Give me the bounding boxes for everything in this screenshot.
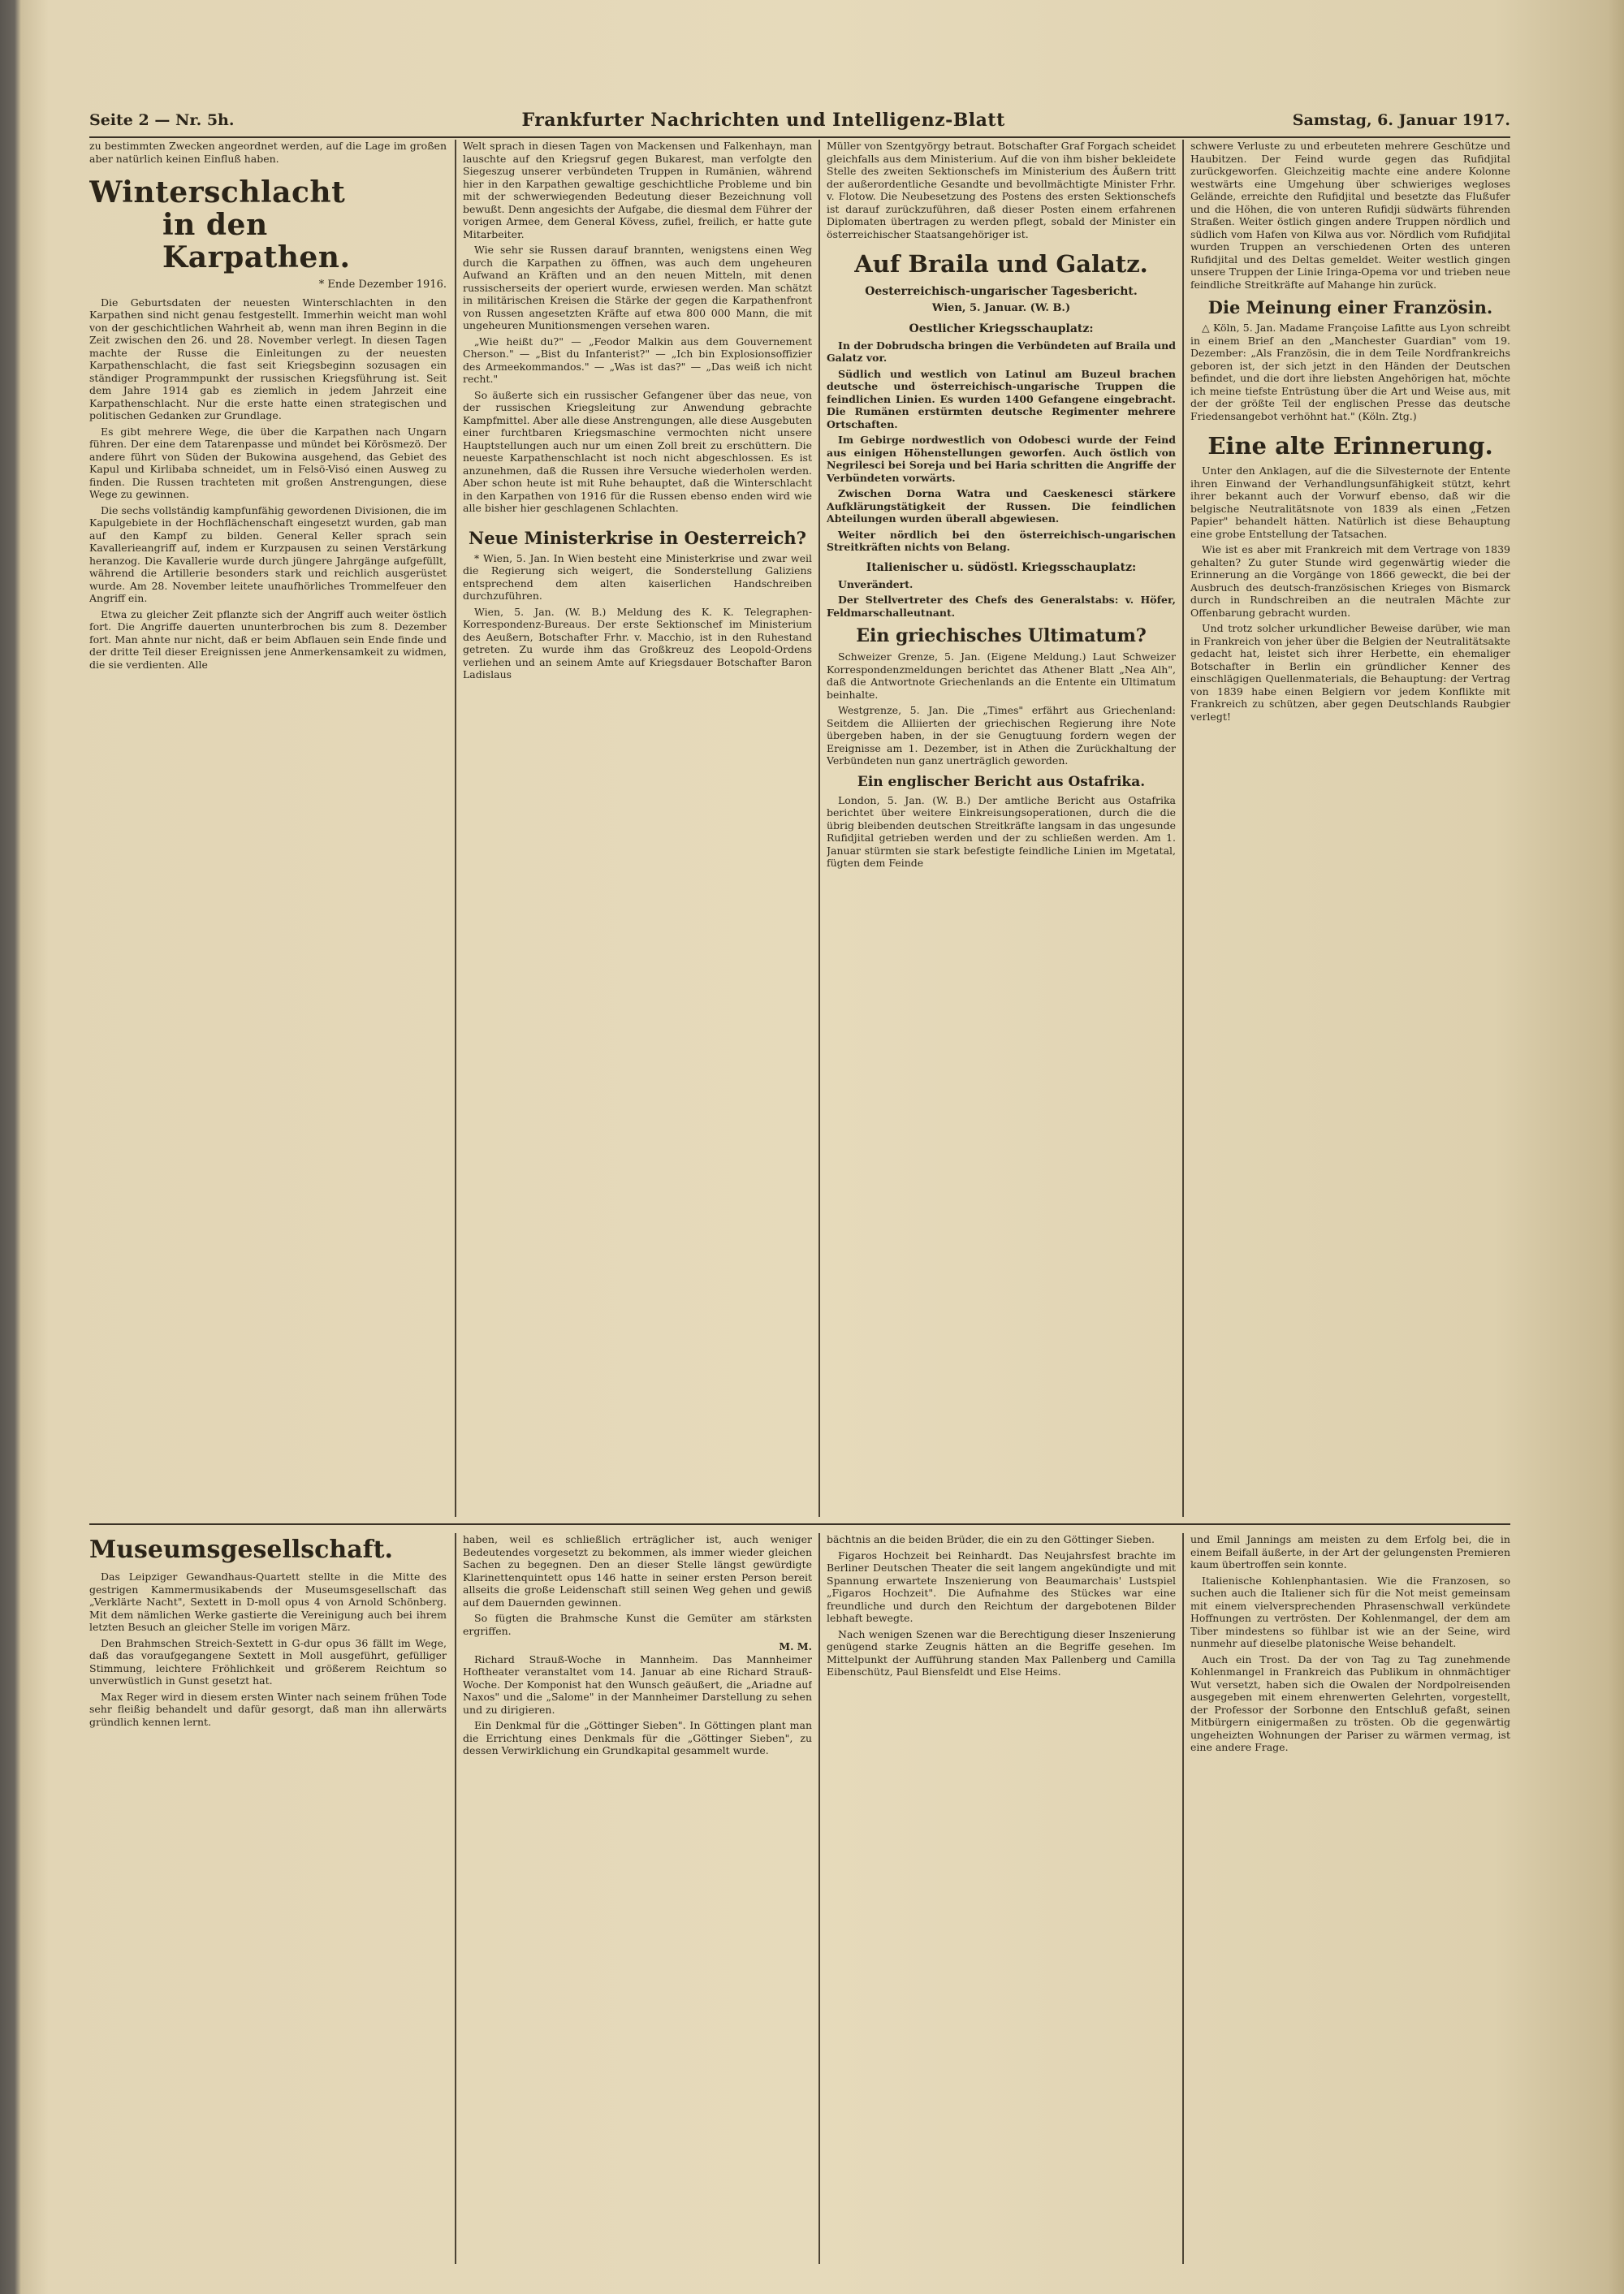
paragraph: Wie ist es aber mit Frankreich mit dem Vertrage von 1839 gehalten? Zu guter Stunde wird gegenwärtig wieder die Erinnerung an die Vorgänge von 1866 geweckt, die bei der Ausbruch des deutsch-französischen Krieges von Bismarck durch in Rundschreiben an die neutralen Mächte zur Offenbarung gebracht wurden. [1190, 543, 1510, 619]
column-rule [1182, 140, 1184, 1517]
dateline: Wien, 5. Januar. (W. B.) [931, 302, 1071, 314]
column-rule [818, 140, 820, 1517]
column-4 [1190, 140, 1510, 1517]
column-rule [455, 140, 456, 1517]
author-signature: M. M. [779, 1640, 812, 1652]
subheadline-tagesbericht: Oesterreichisch-ungarischer Tagesbericht. [865, 285, 1138, 298]
issue-date: Samstag, 6. Januar 1917. [1292, 111, 1510, 129]
headline-braila: Auf Braila und Galatz. [854, 250, 1148, 278]
paragraph: Wie sehr sie Russen darauf brannten, wenigstens einen Weg durch die Karpathen zu öffnen, was auch dem ungeheuren Aufwand an Kräften und an den neuen Mitteln, mit denen russischerseits der operiert wurde, erwiesen werden. Man schätzt in militärischen Kreisen die Stärke der gegen die Karpathenfront von Russen angesetzten Kräfte auf etwa 800 000 Mann, die mit ungeheuren Munitionsmengen versehen waren. [463, 244, 812, 331]
paragraph: Es gibt mehrere Wege, die über die Karpathen nach Ungarn führen. Der eine dem Tatarenpasse und mündet bei Körösmezö. Der andere führt von Süden der Bukowina ausgehend, das Gebiet des Kapul und Kirlibaba schneidet, um in Felsö-Visó einen Ausweg zu finden. Die Russen trachteten mit großen Anstrengungen, diese Wege zu gewinnen. [89, 425, 447, 500]
page-number: Seite 2 — Nr. 5h. [89, 111, 235, 129]
paragraph: In der Dobrudscha bringen die Verbündeten auf Braila und Galatz vor. [827, 339, 1176, 364]
lower-column-1 [89, 1533, 447, 2264]
column-3 [827, 140, 1176, 1517]
paragraph: Der Stellvertreter des Chefs des Generalstabs: v. Höfer, Feldmarschalleutnant. [827, 594, 1176, 619]
paragraph: schwere Verluste zu und erbeuteten mehrere Geschütze und Haubitzen. Der Feind wurde gegen das Rufidjital zurückgeworfen. Gleichzeitig machte eine andere Kolonne westwärts eine Umgehung über schwieriges wegloses Gelände, erreichte den Rufidjital und besetzte das Flußufer und die Höhen, die von unteren Rufidji südwärts führenden Straßen. Weiter östlich gingen andere Truppen nördlich und südlich vom Hafen von Kilwa aus vor. Nördlich vom Rufidjital wurden Truppen an verschiedenen Orten des unteren Rufidjital und des Deltas gemeldet. Weiter westlich gingen unsere Truppen der Linie Iringa-Opema vor und trieben neue feindliche Streitkräfte auf Mahange hin zurück. [1190, 140, 1510, 291]
paragraph: Auch ein Trost. Da der von Tag zu Tag zunehmende Kohlenmangel in Frankreich das Publikum in ohnmächtiger Wut versetzt, haben sich die Owalen der Nordpolreisenden ausgegeben mit einem ehrenwerten Gelehrten, vorgestellt, der Professor der Sorbonne den Entschluß gefaßt, seinen Mitbürgern einigermaßen zu trösten. Ob die gegenwärtig ungeheizten Wohnungen der Pariser zu wärmen vermag, ist eine andere Frage. [1190, 1652, 1510, 1753]
article-date: * Ende Dezember 1916. [318, 279, 447, 291]
column-rule [1182, 1533, 1184, 2264]
paragraph: Die Geburtsdaten der neuesten Winterschlachten in den Karpathen sind nicht genau festgestellt. Immerhin weicht man wohl von der geschichtlichen Wahrheit ab, wenn man ihren Beginn in die Zeit zwischen den 26. und 28. November verlegt. In diesen Tagen machte der Russe die Einleitungen zu der neuesten Karpathenschlacht, die fast seit Kriegsbeginn sozusagen ein ständiger Programmpunkt der russischen Kriegsführung ist. Seit dem Jahre 1914 gab es ziemlich in jedem Jahrzeit eine Karpathenschlacht. Nur die erste hatte einen strategischen und politischen Gedanken zur Grundlage. [89, 296, 447, 421]
headline-ultimatum: Ein griechisches Ultimatum? [856, 625, 1147, 646]
paragraph: Zwischen Dorna Watra und Caeskenesci stärkere Aufklärungstätigkeit der Russen. Die feindlichen Abteilungen wurden überall abgewiesen. [827, 487, 1176, 525]
column-1 [89, 140, 447, 1517]
paragraph: Nach wenigen Szenen war die Berechtigung dieser Inszenierung genügend starke Zeugnis hätten an die Begriffe gesehen. Im Mittelpunkt der Aufführung standen Max Pallenberg und Camilla Eibenschütz, Paul Biensfeldt und Else Heims. [827, 1627, 1176, 1678]
headline-ostafrika: Ein englischer Bericht aus Ostafrika. [857, 773, 1146, 790]
section-italy: Italienischer u. südöstl. Kriegsschauplatz: [866, 560, 1137, 574]
headline-erinnerung: Eine alte Erinnerung. [1207, 432, 1493, 460]
lower-column-2 [463, 1533, 812, 2264]
headline-winterschlacht: Winterschlacht in den Karpathen. [89, 175, 351, 274]
masthead [89, 104, 1510, 138]
paragraph: Südlich und westlich von Latinul am Buzeul brachen deutsche und österreichisch-ungarische Truppen die feindlichen Linien. Es wurden 1400 Gefangene eingebracht. Die Rumänen erstürmten deutsche Regimenter mehrere Ortschaften. [827, 367, 1176, 430]
paragraph: Unverändert. [838, 577, 914, 590]
paragraph: Das Leipziger Gewandhaus-Quartett stellte in die Mitte des gestrigen Kammermusikabends der Museumsgesellschaft das „Verklärte Nacht", Sextett in D-moll opus 4 von Arnold Schönberg. Mit dem nämlichen Werke gastierte die Vereinigung auch bei ihrem letzten Besuch an gleicher Stelle im vorigen März. [89, 1570, 447, 1633]
paragraph: △ Köln, 5. Jan. Madame Françoise Lafitte aus Lyon schreibt in einem Brief an den „Manchester Guardian" vom 19. Dezember: „Als Französin, die in dem Teile Nordfrankreichs geboren ist, der sich jetzt in den Händen der Deutschen befindet, und die dort ihre liebsten Angehörigen hat, möchte ich meine tiefste Entrüstung über die Art und Weise aus, mit der der größte Teil der englischen Presse das deutsche Friedensangebot verhöhnt hat." (Köln. Ztg.) [1190, 322, 1510, 422]
headline-franzoesin: Die Meinung einer Französin. [1207, 297, 1493, 318]
paragraph: * Wien, 5. Jan. In Wien besteht eine Ministerkrise und zwar weil die Regierung sich weigert, die Sonderstellung Galiziens entsprechend dem alten kaiserlichen Handschreiben durchzuführen. [463, 551, 812, 602]
newspaper-title: Frankfurter Nachrichten und Intelligenz-Blatt [521, 110, 1005, 131]
column-rule [455, 1533, 456, 2264]
paragraph: Etwa zu gleicher Zeit pflanzte sich der Angriff auch weiter östlich fort. Die Angriffe dauerten ununterbrochen bis zum 8. Dezember fort. Man ahnte nur nicht, daß er beim Abflauen sein Ende finde und der dritte Teil dieser Ereignissen jene Anmerkensamkeit zu widmen, die sie verdienten. Alle [89, 607, 447, 671]
paragraph: Ein Denkmal für die „Göttinger Sieben". In Göttingen plant man die Errichtung eines Denkmals für die „Göttinger Sieben", zu dessen Verwirklichung ein Grundkapital gesammelt wurde. [463, 1719, 812, 1756]
column-2 [463, 140, 812, 1517]
paragraph: Müller von Szentgyörgy betraut. Botschafter Graf Forgach scheidet gleichfalls aus dem Ministerium. Auf die von ihm bisher bekleidete Stelle des zweiten Sektionschefs im Ministerium des Äußern tritt der außerordentliche Gesandte und bevollmächtigte Minister Frhr. v. Flotow. Die Neubesetzung des Postens des ersten Sektionschefs ist darauf zurückzuführen, daß dieser Posten einem erfahrenen Diplomaten übertragen zu werden pflegt, sobald der Minister ein österreichischer Staatsangehöriger ist. [827, 140, 1176, 240]
paragraph: Italienische Kohlenphantasien. Wie die Franzosen, so suchen auch die Italiener sich für die Not meist gemeinsam mit einem vielversprechenden Phrasenschwall verkündete Hoffnungen zu vertrösten. Der Kohlenmangel, der dem am Tiber mindestens so fühlbar ist wie an der Seine, wird nunmehr auf dieselbe platonische Weise behandelt. [1190, 1574, 1510, 1649]
paragraph: Die sechs vollständig kampfunfähig gewordenen Divisionen, die im Kapulgebiete in der Hochflächenschaft eingesetzt wurden, gab man auf den Kampf zu bilden. General Keller sprach sein Kavallerieangriff auf, indem er Kurzpausen zu seinen Verstärkung heranzog. Die Kavallerie wurde durch jüngere Jahrgänge aufgefüllt, während die Artillerie besonders stark und reichlich ausgerüstet wurde. Am 28. November leitete unaufhörliches Trommelfeuer den Angriff ein. [89, 503, 447, 604]
paragraph: London, 5. Jan. (W. B.) Der amtliche Bericht aus Ostafrika berichtet über weitere Einkreisungsoperationen, durch die die übrig bleibenden deutschen Streitkräfte langsam in das ungesunde Rufidjital getrieben werden und der zu schließen werden. Am 1. Januar stürmten sie stark befestigte feindliche Linien im Mgetatal, fügten dem Feinde [827, 793, 1176, 869]
article-continuation: zu bestimmten Zwecken angeordnet werden, auf die Lage im großen aber natürlich keinen Einfluß haben. [89, 140, 447, 165]
headline-ministerkrise: Neue Ministerkrise in Oesterreich? [469, 527, 806, 548]
paragraph: Und trotz solcher urkundlicher Beweise darüber, wie man in Frankreich von jeher über die Belgien der Neutralitätsakte gedacht hat, leistet sich ihrer Herbette, ein ehemaliger Botschafter in Berlin ein gründlicher Kenner des einschlägigen Quellenmaterials, die Behauptung: der Vertrag von 1839 habe einen Belgiern vor jedem Konflikte mit Frankreich zu schützen, aber gegen Deutschlands Raubgier verlegt! [1190, 622, 1510, 723]
paragraph: Welt sprach in diesen Tagen von Mackensen und Falkenhayn, man lauschte auf den Kriegsruf gegen Bukarest, man verfolgte den Siegeszug unserer verbündeten Truppen in Rumänien, während hier in den Karpathen gewaltige geschichtliche Probleme und bin mit der schwerwiegenden Bedeutung dieser Bezeichnung voll bewußt. Denn angesichts der Aufgabe, die diesmal dem Führer der vorigen Armee, dem General Kövess, zufiel, freilich, er hatte gute Mitarbeiter. [463, 140, 812, 240]
paragraph: So äußerte sich ein russischer Gefangener über das neue, von der russischen Kriegsleitung zur Anwendung gebrachte Kampfmittel. Aber alle diese Anstrengungen, alle diese Ausgebuten einer furchtbaren Kriegsmaschine vermochten nicht unsere Hauptstellungen auch nur um einen Zoll breit zu erschüttern. Die neueste Karpathenschlacht ist noch nicht abgeschlossen. Es ist anzunehmen, daß die Russen ihre Versuche wiederholen werden. Aber schon heute ist mit Ruhe behauptet, daß die Winterschlacht in den Karpathen von 1916 für die Russen ebenso enden wird wie alle bisher hier geschlagenen Schlachten. [463, 388, 812, 514]
paragraph: „Wie heißt du?" — „Feodor Malkin aus dem Gouvernement Cherson." — „Bist du Infanterist?" — „Ich bin Explosionsoffizier des Armeekommandos." — „Was ist das?" — „Das weiß ich nicht recht." [463, 335, 812, 385]
paragraph: Wien, 5. Jan. (W. B.) Meldung des K. K. Telegraphen-Korrespondenz-Bureaus. Der erste Sektionschef im Ministerium des Aeußern, Botschafter Frhr. v. Macchio, ist in den Ruhestand getreten. Zu wurde ihm das Großkreuz des Leopold-Ordens verliehen und an seinem Amte auf Kriegsdauer Botschafter Baron Ladislaus [463, 605, 812, 680]
section-divider [89, 1523, 1510, 1525]
paragraph: Westgrenze, 5. Jan. Die „Times" erfährt aus Griechenland: Seitdem die Alliierten der griechischen Regierung ihre Note übergeben haben, in der sie Genugtuung fordern wegen der Ereignisse am 1. Dezember, ist in Athen die Zurückhaltung der Verbündeten nun ganz unerträglich geworden. [827, 704, 1176, 767]
paragraph: Max Reger wird in diesem ersten Winter nach seinem frühen Tode sehr fleißig behandelt und dafür gesorgt, daß man ihn allerwärts gründlich kennen lernt. [89, 1690, 447, 1728]
paragraph: bächtnis an die beiden Brüder, die ein zu den Göttinger Sieben. [827, 1533, 1155, 1545]
paragraph: Unter den Anklagen, auf die die Silvesternote der Entente ihren Einwand der Verhandlungsunfähigkeit stützt, kehrt ihrer bekannt auch der Vorwurf ebenso, daß wir die belgische Neutralitätsnote von 1839 als einen „Fetzen Papier" behandelt hätten. Natürlich ist diese Behauptung eine grobe Entstellung der Tatsachen. [1190, 464, 1510, 540]
headline-museumsgesellschaft: Museumsgesellschaft. [89, 1536, 393, 1564]
paragraph: So fügten die Brahmsche Kunst die Gemüter am stärksten ergriffen. [463, 1612, 812, 1637]
column-rule [818, 1533, 820, 2264]
lower-column-4 [1190, 1533, 1510, 2264]
paragraph: und Emil Jannings am meisten zu dem Erfolg bei, die in einem Beifall äußerte, in der Art der gelungensten Premieren kaum übertroffen sein konnte. [1190, 1533, 1510, 1570]
paragraph: Den Brahmschen Streich-Sextett in G-dur opus 36 fällt im Wege, daß das voraufgegangene Sextett in Moll ausgeführt, gefülliger Stimmung, leichtere Fröhlichkeit und größerem Reichtum so unverwüstlich in Gunst gesetzt hat. [89, 1636, 447, 1687]
paragraph: Weiter nördlich bei den österreichisch-ungarischen Streitkräften nichts von Belang. [827, 528, 1176, 553]
paragraph: Im Gebirge nordwestlich von Odobesci wurde der Feind aus einigen Höhenstellungen geworfen. Auch östlich von Negrilesci bei Soreja und bei Haria schritten die Angriffe der Verbündeten vorwärts. [827, 434, 1176, 484]
paragraph: Figaros Hochzeit bei Reinhardt. Das Neujahrsfest brachte im Berliner Deutschen Theater die seit langem angekündigte und mit Spannung erwartete Inszenierung von Beaumarchais' Lustspiel „Figaros Hochzeit". Die Aufnahme des Stückes war eine freundliche und durch den Reichtum der dargebotenen Bilder lebhaft bewegte. [827, 1549, 1176, 1624]
lower-column-3 [827, 1533, 1176, 2264]
paragraph: haben, weil es schließlich erträglicher ist, auch weniger Bedeutendes vorgesetzt zu bekommen, als immer wieder gleichen Sachen zu begegnen. Den an dieser Stelle längst gewürdigte Klarinettenquintett opus 146 hatte in seiner ersten Person bereit allseits die große Leidenschaft still seinen Weg gehen und gewiß auf dem Dauernden gewinnen. [463, 1533, 812, 1609]
section-east: Oestlicher Kriegsschauplatz: [909, 322, 1094, 335]
paragraph: Schweizer Grenze, 5. Jan. (Eigene Meldung.) Laut Schweizer Korrespondenzmeldungen berichtet das Athener Blatt „Nea Alh", daß die Antwortnote Griechenlands an die Entente ein Ultimatum beinhalte. [827, 650, 1176, 701]
paragraph: Richard Strauß-Woche in Mannheim. Das Mannheimer Hoftheater veranstaltet vom 14. Januar ab eine Richard Strauß-Woche. Der Komponist hat den Wunsch geäußert, die „Ariadne auf Naxos" und die „Salome" in der Mannheimer Darstellung zu sehen und zu dirigieren. [463, 1652, 812, 1716]
